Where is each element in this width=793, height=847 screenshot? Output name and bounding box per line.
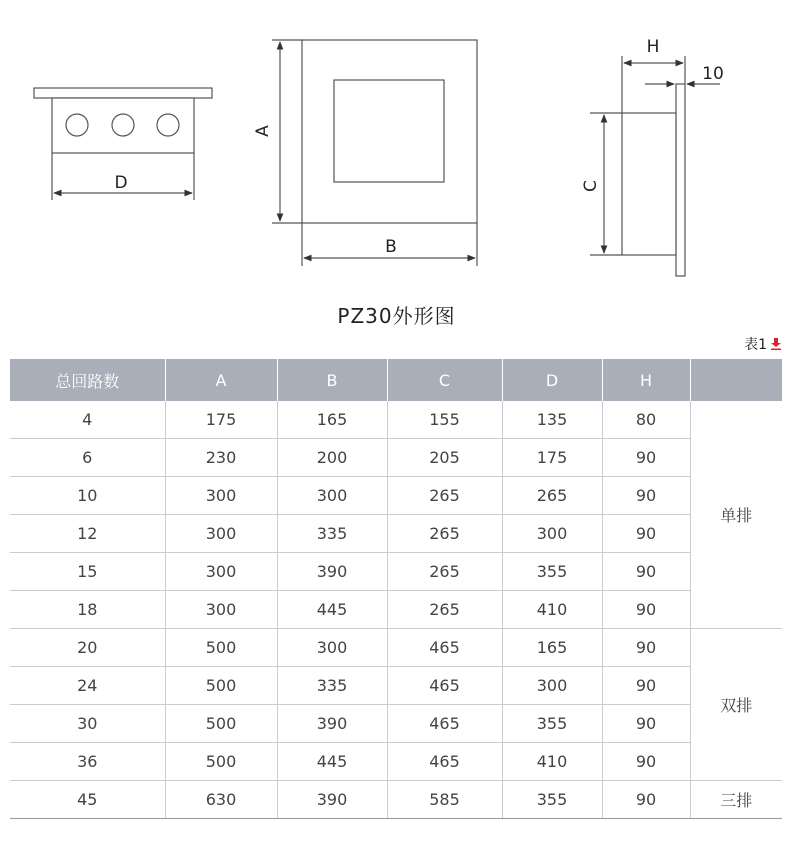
table-cell: 24 [10,667,165,705]
table-cell: 205 [387,439,502,477]
table-cell: 465 [387,629,502,667]
dimension-label-a: A [253,125,273,137]
table-cell: 390 [277,705,387,743]
table-cell: 500 [165,667,277,705]
table-row [10,477,782,515]
table-cell: 90 [602,515,690,553]
table-cell: 18 [10,591,165,629]
table-cell: 90 [602,667,690,705]
table-cell: 465 [387,743,502,781]
table-cell: 410 [502,591,602,629]
table-row [10,705,782,743]
table-cell: 165 [502,629,602,667]
table-cell: 265 [387,553,502,591]
table-header-cell: D [502,359,602,401]
table-cell: 265 [502,477,602,515]
table-cell: 355 [502,553,602,591]
figure-caption: PZ30外形图 [337,304,456,328]
table-cell: 4 [10,401,165,439]
table-row [10,553,782,591]
table-cell: 90 [602,477,690,515]
table-cell: 465 [387,667,502,705]
dimension-table [10,359,782,819]
table-cell: 500 [165,705,277,743]
table-cell: 200 [277,439,387,477]
table-cell: 175 [165,401,277,439]
row-group-label: 三排 [690,781,782,819]
table-cell: 45 [10,781,165,819]
table-cell: 445 [277,743,387,781]
table-cell: 300 [165,553,277,591]
table-cell: 300 [502,515,602,553]
table-cell: 90 [602,743,690,781]
table-cell: 30 [10,705,165,743]
table-header-cell: H [602,359,690,401]
table-cell: 410 [502,743,602,781]
table-cell: 90 [602,439,690,477]
download-arrow-icon [771,338,781,350]
table-row [10,667,782,705]
table-cell: 300 [502,667,602,705]
table-cell: 445 [277,591,387,629]
table-cell: 300 [165,515,277,553]
table-cell: 355 [502,781,602,819]
side-view-drawing [590,56,720,276]
table-cell: 300 [165,591,277,629]
table-cell: 90 [602,553,690,591]
front-view-drawing [272,40,477,266]
table-row [10,439,782,477]
table-cell: 585 [387,781,502,819]
table-cell: 300 [165,477,277,515]
table-cell: 90 [602,591,690,629]
row-group-label: 双排 [690,629,782,781]
table-cell: 10 [10,477,165,515]
table-cell: 12 [10,515,165,553]
table-cell: 265 [387,591,502,629]
dimension-label-c: C [581,180,601,192]
table-cell: 465 [387,705,502,743]
table-row [10,515,782,553]
dimension-label-d: D [114,173,128,193]
dimension-label-h: H [646,37,660,57]
dimension-label-thickness: 10 [702,64,724,84]
table-cell: 335 [277,515,387,553]
table-row [10,401,782,439]
table-cell: 165 [277,401,387,439]
table-cell: 500 [165,629,277,667]
table-cell: 500 [165,743,277,781]
table-header-row [10,359,782,401]
table-cell: 135 [502,401,602,439]
table-cell: 15 [10,553,165,591]
table-cell: 390 [277,781,387,819]
table-cell: 36 [10,743,165,781]
table-cell: 265 [387,477,502,515]
table-cell: 90 [602,705,690,743]
table-cell: 155 [387,401,502,439]
table-cell: 265 [387,515,502,553]
table-row [10,781,782,819]
table-header-cell: 总回路数 [10,359,165,401]
table-cell: 90 [602,629,690,667]
table-cell: 175 [502,439,602,477]
table-header-cell: C [387,359,502,401]
table-cell: 355 [502,705,602,743]
table-header-cell: A [165,359,277,401]
table-cell: 630 [165,781,277,819]
table-header-cell [690,359,782,401]
table-cell: 300 [277,629,387,667]
table-tag [744,334,781,354]
table-cell: 6 [10,439,165,477]
table-cell: 80 [602,401,690,439]
table-tag-label: 表1 [744,337,767,353]
table-cell: 335 [277,667,387,705]
table-row [10,743,782,781]
table-row [10,629,782,667]
table-cell: 90 [602,781,690,819]
row-group-label: 单排 [690,401,782,629]
table-cell: 20 [10,629,165,667]
dimension-label-b: B [385,237,397,257]
outline-drawings [0,0,793,290]
table-header-cell: B [277,359,387,401]
table-cell: 390 [277,553,387,591]
table-row [10,591,782,629]
table-cell: 300 [277,477,387,515]
table-cell: 230 [165,439,277,477]
